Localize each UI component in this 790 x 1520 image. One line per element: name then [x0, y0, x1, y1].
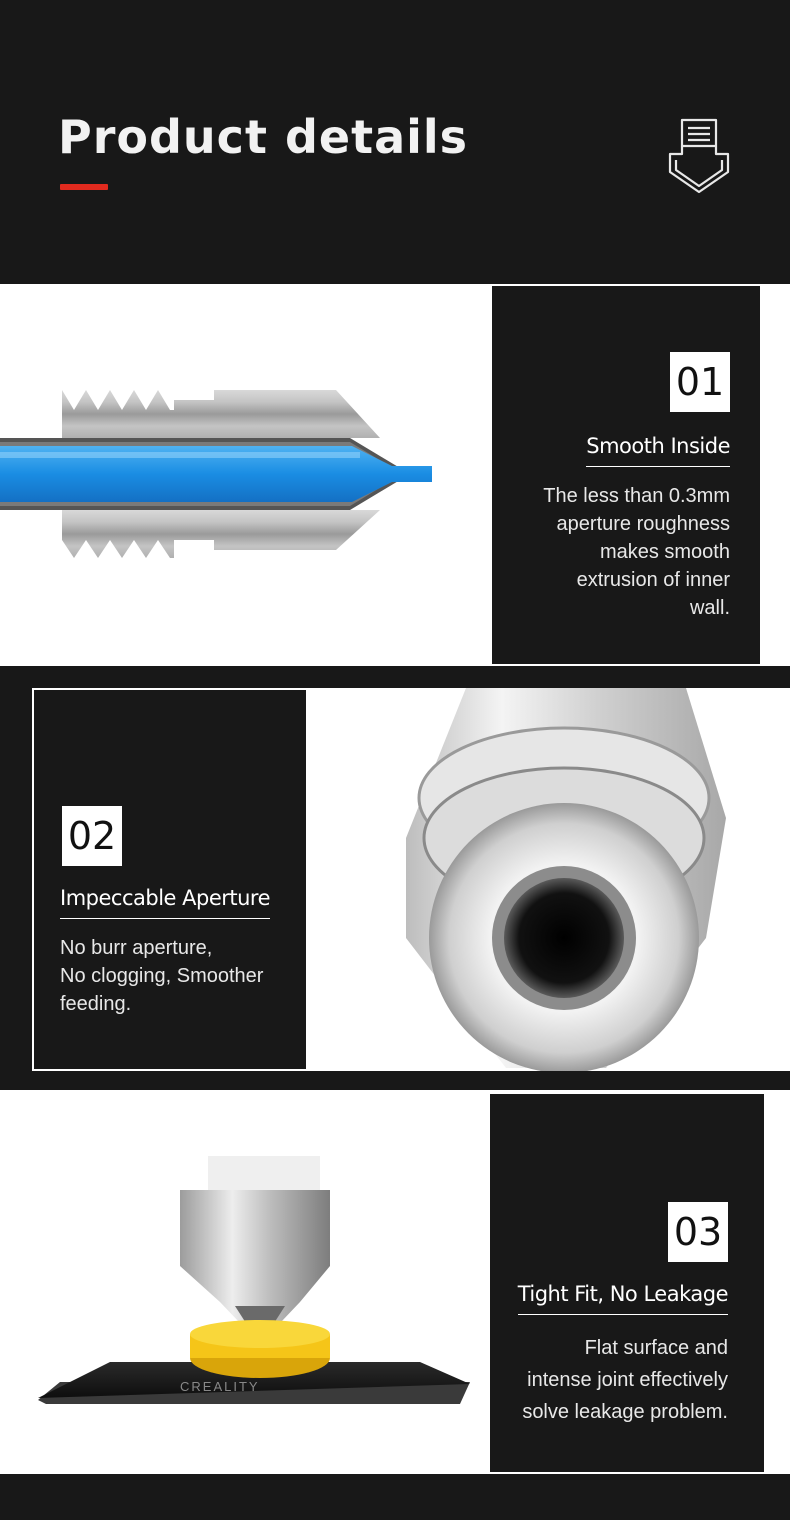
extruder-nozzle-icon — [668, 118, 730, 194]
feature-description: The less than 0.3mm aperture roughness makes smooth extrusion of inner wall. — [543, 485, 730, 619]
feature-card-1 — [490, 284, 762, 666]
feature-card-2 — [32, 688, 308, 1071]
feature-section-2 — [0, 666, 790, 1090]
feature-section-1 — [0, 284, 790, 666]
title-accent-bar — [60, 184, 108, 190]
feature-heading: Tight Fit, No Leakage — [518, 1282, 728, 1315]
feature-card-3 — [488, 1092, 766, 1474]
footer-band — [0, 1474, 790, 1520]
feature-number: 01 — [670, 352, 730, 412]
nozzle-aperture-photo — [306, 688, 790, 1071]
nozzle-printing-illustration — [30, 1146, 480, 1416]
nozzle-aperture-illustration — [306, 688, 790, 1071]
feature-number: 02 — [62, 806, 122, 866]
feature-heading: Smooth Inside — [586, 434, 730, 467]
feature-description: Flat surface and intense joint effectively solve leakage problem. — [522, 1337, 728, 1423]
page-title: Product details — [58, 110, 469, 164]
feature-heading: Impeccable Aperture — [60, 886, 270, 919]
feature-description: No burr aperture, No clogging, Smoother feeding. — [60, 937, 264, 1015]
nozzle-cross-section-illustration — [0, 380, 470, 570]
feature-section-3 — [0, 1090, 790, 1474]
feature-number: 03 — [668, 1202, 728, 1262]
creality-brand-text: CREALITY — [180, 1379, 260, 1394]
page-header — [0, 0, 790, 284]
